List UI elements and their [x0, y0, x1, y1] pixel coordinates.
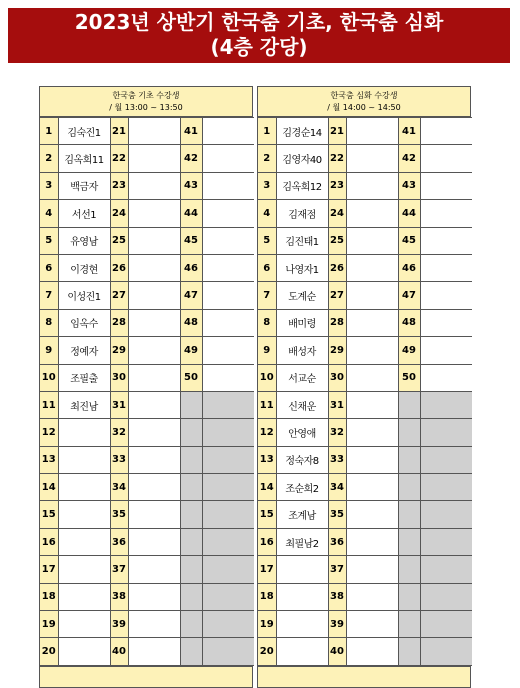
table-row [258, 419, 472, 446]
student-name-cell: 김재점 [276, 200, 328, 227]
course-name: 한국춤 기초 수강생 [112, 91, 180, 100]
seat-number-cell: 46 [180, 254, 202, 281]
seat-number-cell: 17 [258, 556, 276, 583]
student-name-cell [420, 200, 472, 227]
student-name-cell [346, 583, 398, 610]
seat-number-cell: 9 [258, 337, 276, 364]
table-row [258, 501, 472, 528]
student-name-cell: 유영남 [58, 227, 110, 254]
student-name-cell [276, 583, 328, 610]
seat-number-cell: 49 [180, 337, 202, 364]
empty-slot-cell [420, 446, 472, 473]
table-row [258, 583, 472, 610]
table-row [40, 446, 254, 473]
seat-number-cell: 50 [398, 364, 420, 391]
student-name-cell [346, 528, 398, 555]
seat-number-cell: 30 [328, 364, 346, 391]
seat-number-cell: 46 [398, 254, 420, 281]
seat-number-cell: 40 [110, 638, 128, 665]
empty-slot-cell [398, 611, 420, 638]
student-name-cell [346, 254, 398, 281]
seat-number-cell: 21 [328, 118, 346, 145]
seat-number-cell: 16 [258, 528, 276, 555]
student-name-cell [128, 309, 180, 336]
student-name-cell: 배성자 [276, 337, 328, 364]
table-row [40, 227, 254, 254]
table-row [40, 474, 254, 501]
seat-number-cell: 2 [40, 145, 58, 172]
seat-number-cell: 43 [398, 172, 420, 199]
seat-number-cell: 44 [398, 200, 420, 227]
seat-number-cell: 21 [110, 118, 128, 145]
empty-slot-cell [202, 528, 254, 555]
seat-number-cell: 23 [328, 172, 346, 199]
table-row [40, 556, 254, 583]
empty-slot-cell [398, 446, 420, 473]
seat-number-cell: 38 [328, 583, 346, 610]
student-name-cell [346, 501, 398, 528]
student-name-cell [58, 583, 110, 610]
student-name-cell [202, 118, 254, 145]
empty-slot-cell [202, 611, 254, 638]
roster-footer [258, 666, 470, 687]
seat-number-cell: 19 [258, 611, 276, 638]
table-row [40, 501, 254, 528]
student-name-cell [346, 282, 398, 309]
table-row [258, 364, 472, 391]
student-name-cell [420, 145, 472, 172]
student-name-cell [420, 364, 472, 391]
empty-slot-cell [202, 556, 254, 583]
student-name-cell [276, 638, 328, 665]
empty-slot-cell [180, 474, 202, 501]
table-row [258, 391, 472, 418]
table-row [258, 145, 472, 172]
empty-slot-cell [420, 611, 472, 638]
student-name-cell [346, 200, 398, 227]
seat-number-cell: 42 [398, 145, 420, 172]
empty-slot-cell [398, 474, 420, 501]
seat-number-cell: 28 [110, 309, 128, 336]
empty-slot-cell [180, 583, 202, 610]
seat-number-cell: 50 [180, 364, 202, 391]
student-name-cell: 조계남 [276, 501, 328, 528]
student-name-cell [128, 556, 180, 583]
student-name-cell [128, 391, 180, 418]
student-name-cell: 서교순 [276, 364, 328, 391]
student-name-cell [346, 391, 398, 418]
student-name-cell: 김숙진1 [58, 118, 110, 145]
student-name-cell [128, 145, 180, 172]
seat-number-cell: 36 [328, 528, 346, 555]
table-row [258, 337, 472, 364]
student-name-cell: 김진태1 [276, 227, 328, 254]
seat-number-cell: 17 [40, 556, 58, 583]
seat-number-cell: 39 [328, 611, 346, 638]
seat-number-cell: 35 [110, 501, 128, 528]
student-name-cell: 도계순 [276, 282, 328, 309]
student-name-cell [128, 172, 180, 199]
student-name-cell [58, 556, 110, 583]
student-name-cell [128, 337, 180, 364]
student-name-cell [58, 638, 110, 665]
student-name-cell [346, 227, 398, 254]
seat-number-cell: 39 [110, 611, 128, 638]
empty-slot-cell [202, 583, 254, 610]
empty-slot-cell [202, 391, 254, 418]
student-name-cell [128, 282, 180, 309]
student-name-cell [128, 254, 180, 281]
seat-number-cell: 27 [110, 282, 128, 309]
seat-number-cell: 26 [110, 254, 128, 281]
seat-number-cell: 9 [40, 337, 58, 364]
seat-number-cell: 45 [398, 227, 420, 254]
student-name-cell [202, 309, 254, 336]
student-name-cell [276, 611, 328, 638]
student-name-cell [128, 364, 180, 391]
student-name-cell: 백금자 [58, 172, 110, 199]
seat-number-cell: 34 [328, 474, 346, 501]
student-name-cell: 서선1 [58, 200, 110, 227]
table-row [40, 337, 254, 364]
student-name-cell [346, 337, 398, 364]
student-name-cell [346, 118, 398, 145]
seat-number-cell: 35 [328, 501, 346, 528]
student-name-cell [420, 254, 472, 281]
seat-number-cell: 49 [398, 337, 420, 364]
student-name-cell: 최진남 [58, 391, 110, 418]
seat-number-cell: 1 [258, 118, 276, 145]
table-row [40, 419, 254, 446]
table-row [40, 309, 254, 336]
seat-number-cell: 5 [258, 227, 276, 254]
seat-number-cell: 18 [258, 583, 276, 610]
student-name-cell: 이성진1 [58, 282, 110, 309]
empty-slot-cell [398, 528, 420, 555]
table-row [258, 556, 472, 583]
student-name-cell: 김옥희11 [58, 145, 110, 172]
roster-panel-basic [39, 86, 253, 688]
empty-slot-cell [202, 501, 254, 528]
table-row [258, 638, 472, 665]
seat-number-cell: 24 [110, 200, 128, 227]
student-name-cell [128, 118, 180, 145]
student-name-cell: 임옥수 [58, 309, 110, 336]
student-name-cell [128, 446, 180, 473]
table-row [40, 172, 254, 199]
seat-number-cell: 34 [110, 474, 128, 501]
student-name-cell [202, 145, 254, 172]
seat-number-cell: 42 [180, 145, 202, 172]
table-row [258, 611, 472, 638]
empty-slot-cell [180, 446, 202, 473]
student-name-cell [346, 474, 398, 501]
student-name-cell: 김옥희12 [276, 172, 328, 199]
seat-number-cell: 11 [258, 391, 276, 418]
student-name-cell [58, 528, 110, 555]
seat-number-cell: 1 [40, 118, 58, 145]
seat-number-cell: 15 [258, 501, 276, 528]
seat-number-cell: 13 [258, 446, 276, 473]
seat-number-cell: 4 [40, 200, 58, 227]
empty-slot-cell [202, 474, 254, 501]
student-name-cell: 최필남2 [276, 528, 328, 555]
seat-number-cell: 25 [110, 227, 128, 254]
seat-number-cell: 15 [40, 501, 58, 528]
seat-number-cell: 25 [328, 227, 346, 254]
student-name-cell [346, 145, 398, 172]
student-name-cell [58, 501, 110, 528]
empty-slot-cell [420, 583, 472, 610]
table-row [40, 200, 254, 227]
seat-number-cell: 7 [40, 282, 58, 309]
seat-number-cell: 48 [398, 309, 420, 336]
student-name-cell [128, 583, 180, 610]
course-name: 한국춤 심화 수강생 [330, 91, 398, 100]
seat-number-cell: 6 [40, 254, 58, 281]
student-name-cell [346, 446, 398, 473]
seat-number-cell: 31 [110, 391, 128, 418]
roster-panel-advanced [257, 86, 471, 688]
seat-number-cell: 14 [40, 474, 58, 501]
student-name-cell: 이경현 [58, 254, 110, 281]
seat-number-cell: 14 [258, 474, 276, 501]
student-name-cell [420, 337, 472, 364]
student-name-cell [58, 446, 110, 473]
empty-slot-cell [420, 419, 472, 446]
student-name-cell: 신채운 [276, 391, 328, 418]
roster-header [258, 87, 470, 117]
seat-number-cell: 33 [110, 446, 128, 473]
seat-number-cell: 26 [328, 254, 346, 281]
empty-slot-cell [398, 501, 420, 528]
seat-number-cell: 43 [180, 172, 202, 199]
table-row [258, 528, 472, 555]
seat-number-cell: 28 [328, 309, 346, 336]
table-row [258, 254, 472, 281]
student-name-cell [346, 172, 398, 199]
empty-slot-cell [180, 611, 202, 638]
table-row [40, 145, 254, 172]
student-name-cell [276, 556, 328, 583]
student-name-cell [128, 638, 180, 665]
seat-number-cell: 3 [40, 172, 58, 199]
student-name-cell [346, 611, 398, 638]
page-subtitle: (4층 강당) [210, 35, 308, 59]
table-row [40, 282, 254, 309]
seat-number-cell: 19 [40, 611, 58, 638]
seat-number-cell: 4 [258, 200, 276, 227]
seat-number-cell: 38 [110, 583, 128, 610]
seat-number-cell: 12 [40, 419, 58, 446]
seat-number-cell: 22 [328, 145, 346, 172]
seat-number-cell: 2 [258, 145, 276, 172]
student-name-cell: 조필출 [58, 364, 110, 391]
table-row [258, 172, 472, 199]
student-name-cell: 안영애 [276, 419, 328, 446]
empty-slot-cell [420, 556, 472, 583]
table-row [258, 446, 472, 473]
table-row [40, 254, 254, 281]
empty-slot-cell [398, 638, 420, 665]
student-name-cell [58, 419, 110, 446]
seat-number-cell: 6 [258, 254, 276, 281]
student-name-cell [128, 501, 180, 528]
empty-slot-cell [398, 419, 420, 446]
seat-number-cell: 18 [40, 583, 58, 610]
roster-header [40, 87, 252, 117]
student-name-cell [346, 364, 398, 391]
seat-number-cell: 20 [258, 638, 276, 665]
empty-slot-cell [180, 638, 202, 665]
empty-slot-cell [420, 474, 472, 501]
student-name-cell [420, 227, 472, 254]
seat-number-cell: 40 [328, 638, 346, 665]
student-name-cell [420, 118, 472, 145]
student-name-cell [128, 474, 180, 501]
student-name-cell [128, 200, 180, 227]
seat-number-cell: 29 [110, 337, 128, 364]
empty-slot-cell [420, 501, 472, 528]
empty-slot-cell [180, 391, 202, 418]
roster-footer [40, 666, 252, 687]
roster-table [40, 117, 254, 666]
student-name-cell [58, 474, 110, 501]
table-row [40, 528, 254, 555]
table-row [40, 583, 254, 610]
seat-number-cell: 32 [110, 419, 128, 446]
seat-number-cell: 32 [328, 419, 346, 446]
empty-slot-cell [398, 556, 420, 583]
student-name-cell [202, 200, 254, 227]
student-name-cell [346, 419, 398, 446]
seat-number-cell: 29 [328, 337, 346, 364]
seat-number-cell: 33 [328, 446, 346, 473]
table-row [40, 364, 254, 391]
table-row [40, 391, 254, 418]
student-name-cell [346, 556, 398, 583]
seat-number-cell: 5 [40, 227, 58, 254]
empty-slot-cell [202, 419, 254, 446]
seat-number-cell: 30 [110, 364, 128, 391]
seat-number-cell: 20 [40, 638, 58, 665]
seat-number-cell: 16 [40, 528, 58, 555]
seat-number-cell: 45 [180, 227, 202, 254]
seat-number-cell: 10 [40, 364, 58, 391]
student-name-cell: 김영자40 [276, 145, 328, 172]
roster-table [258, 117, 472, 666]
seat-number-cell: 37 [328, 556, 346, 583]
seat-number-cell: 41 [398, 118, 420, 145]
seat-number-cell: 47 [398, 282, 420, 309]
seat-number-cell: 27 [328, 282, 346, 309]
student-name-cell [202, 337, 254, 364]
student-name-cell [128, 419, 180, 446]
page-title: 2023년 상반기 한국춤 기초, 한국춤 심화 [74, 10, 444, 34]
student-name-cell [128, 528, 180, 555]
student-name-cell: 조순희2 [276, 474, 328, 501]
empty-slot-cell [420, 528, 472, 555]
empty-slot-cell [180, 501, 202, 528]
empty-slot-cell [420, 391, 472, 418]
student-name-cell [128, 227, 180, 254]
empty-slot-cell [180, 556, 202, 583]
student-name-cell: 정예자 [58, 337, 110, 364]
seat-number-cell: 36 [110, 528, 128, 555]
empty-slot-cell [202, 638, 254, 665]
empty-slot-cell [202, 446, 254, 473]
course-schedule: / 월 13:00 ~ 13:50 [109, 103, 183, 112]
seat-number-cell: 37 [110, 556, 128, 583]
table-row [258, 474, 472, 501]
seat-number-cell: 44 [180, 200, 202, 227]
student-name-cell [346, 309, 398, 336]
student-name-cell [202, 282, 254, 309]
student-name-cell: 배미령 [276, 309, 328, 336]
seat-number-cell: 11 [40, 391, 58, 418]
seat-number-cell: 13 [40, 446, 58, 473]
student-name-cell [202, 227, 254, 254]
table-row [258, 227, 472, 254]
course-schedule: / 월 14:00 ~ 14:50 [327, 103, 401, 112]
student-name-cell [420, 309, 472, 336]
seat-number-cell: 8 [40, 309, 58, 336]
empty-slot-cell [398, 583, 420, 610]
table-row [258, 309, 472, 336]
empty-slot-cell [420, 638, 472, 665]
student-name-cell: 정숙자8 [276, 446, 328, 473]
seat-number-cell: 31 [328, 391, 346, 418]
empty-slot-cell [180, 528, 202, 555]
seat-number-cell: 12 [258, 419, 276, 446]
student-name-cell [128, 611, 180, 638]
empty-slot-cell [398, 391, 420, 418]
student-name-cell: 김경순14 [276, 118, 328, 145]
table-row [258, 118, 472, 145]
seat-number-cell: 41 [180, 118, 202, 145]
table-row [40, 638, 254, 665]
table-row [258, 200, 472, 227]
student-name-cell [202, 172, 254, 199]
empty-slot-cell [180, 419, 202, 446]
seat-number-cell: 23 [110, 172, 128, 199]
student-name-cell [58, 611, 110, 638]
table-row [40, 118, 254, 145]
seat-number-cell: 10 [258, 364, 276, 391]
student-name-cell [346, 638, 398, 665]
seat-number-cell: 8 [258, 309, 276, 336]
seat-number-cell: 48 [180, 309, 202, 336]
page-title-banner [8, 8, 510, 63]
table-row [40, 611, 254, 638]
seat-number-cell: 24 [328, 200, 346, 227]
table-row [258, 282, 472, 309]
student-name-cell [202, 364, 254, 391]
student-name-cell [420, 172, 472, 199]
student-name-cell [420, 282, 472, 309]
seat-number-cell: 47 [180, 282, 202, 309]
seat-number-cell: 3 [258, 172, 276, 199]
student-name-cell: 나영자1 [276, 254, 328, 281]
seat-number-cell: 22 [110, 145, 128, 172]
student-name-cell [202, 254, 254, 281]
seat-number-cell: 7 [258, 282, 276, 309]
